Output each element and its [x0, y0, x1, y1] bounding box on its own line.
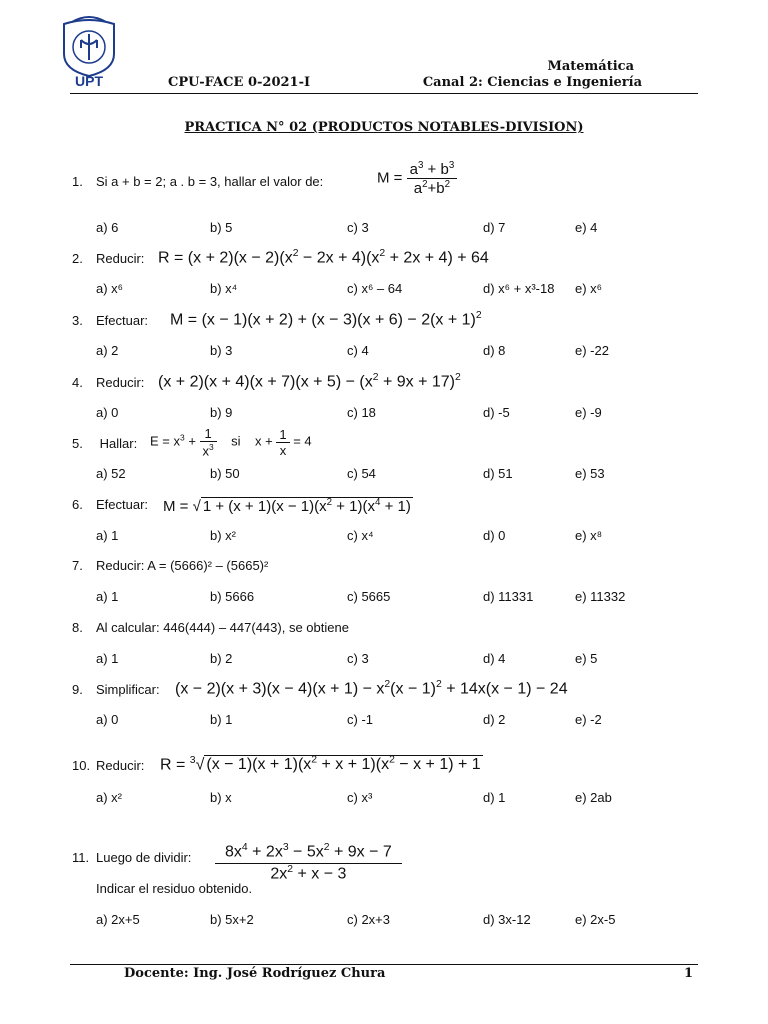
channel-label: Canal 2: Ciencias e Ingeniería: [422, 75, 642, 90]
problem-11-option-e: e) 2x-5: [575, 912, 616, 927]
problem-10-option-d: d) 1: [483, 790, 506, 805]
problem-5-option-d: d) 51: [483, 466, 513, 481]
problem-7-option-d: d) 11331: [483, 589, 534, 604]
formula-10: R = $^3$√ $(x - 1)(x + 1)(x^2 + x + 1)(x^2 - x + 1) + 1$: [160, 755, 481, 774]
problem-8-option-c: c) 3: [347, 651, 369, 666]
problem-3-option-c: c) 4: [347, 343, 369, 358]
problem-10: 10. Reducir:: [72, 758, 145, 773]
problem-11-instruction: Indicar el residuo obtenido.: [96, 881, 253, 896]
problem-9: 9. Simplificar:: [72, 682, 160, 697]
university-logo: [58, 14, 120, 88]
problem-4-option-b: b) 9: [210, 405, 233, 420]
problem-1-option-b: b) 5: [210, 220, 233, 235]
formula-6: M = √ $1 + (x + 1)(x - 1)(x^2 + 1)(x^4 + 1)$: [163, 497, 411, 515]
problem-1-option-c: c) 3: [347, 220, 369, 235]
problem-1-option-a: a) 6: [96, 220, 119, 235]
problem-7-option-e: e) 11332: [575, 589, 626, 604]
problem-4-option-d: d) -5: [483, 405, 510, 420]
formula-11: $\frac{8x^4 + 2x^3 - 5x^2 + 9x - 7}{2x^2 + x - 3}$: [215, 842, 402, 884]
formula-1: M = $\frac{a^3 + b^3}{a^2+b^2}$: [377, 160, 457, 197]
page-number: 1: [684, 966, 694, 981]
problem-3-option-a: a) 2: [96, 343, 119, 358]
problem-11: 11. Luego de dividir:: [72, 850, 192, 865]
problem-7: 7. Reducir: A = (5666)² – (5665)²: [72, 558, 269, 573]
problem-3: 3. Efectuar:: [72, 313, 149, 328]
problem-9-option-b: b) 1: [210, 712, 233, 727]
problem-10-option-a: a) x²: [96, 790, 122, 805]
page-title: PRACTICA N° 02 (PRODUCTOS NOTABLES-DIVISION): [184, 120, 584, 135]
problem-4-option-a: a) 0: [96, 405, 119, 420]
problem-5-option-a: a) 52: [96, 466, 126, 481]
problem-1: 1. Si a + b = 2; a . b = 3, hallar el valor de:: [72, 174, 324, 189]
problem-11-option-c: c) 2x+3: [347, 912, 390, 927]
problem-2-option-d: d) x⁶ + x³-18: [483, 281, 555, 296]
problem-11-option-b: b) 5x+2: [210, 912, 254, 927]
problem-7-option-a: a) 1: [96, 589, 119, 604]
header-divider: [70, 93, 698, 94]
problem-8: 8. Al calcular: 446(444) – 447(443), se obtiene: [72, 620, 349, 635]
formula-4: $(x + 2)(x + 4)(x + 7)(x + 5) - (x^2 + 9x + 17)^2$: [158, 372, 461, 391]
problem-2-option-c: c) x⁶ – 64: [347, 281, 403, 296]
problem-10-option-c: c) x³: [347, 790, 373, 805]
teacher-name: Docente: Ing. José Rodríguez Chura: [124, 966, 386, 981]
problem-2-option-a: a) x⁶: [96, 281, 124, 296]
problem-5-option-b: b) 50: [210, 466, 240, 481]
formula-2: $R = (x + 2)(x - 2)(x^2 - 2x + 4)(x^2 + 2x + 4) + 64$: [158, 248, 489, 267]
problem-3-option-d: d) 8: [483, 343, 506, 358]
course-label: CPU-FACE 0-2021-I: [168, 75, 311, 90]
problem-1-option-d: d) 7: [483, 220, 506, 235]
problem-3-option-e: e) -22: [575, 343, 609, 358]
problem-7-option-b: b) 5666: [210, 589, 255, 604]
problem-6-option-a: a) 1: [96, 528, 119, 543]
problem-11-option-d: d) 3x-12: [483, 912, 531, 927]
footer-divider: [70, 964, 698, 965]
problem-8-option-a: a) 1: [96, 651, 119, 666]
problem-9-option-a: a) 0: [96, 712, 119, 727]
problem-4: 4. Reducir:: [72, 375, 145, 390]
problem-2-option-e: e) x⁶: [575, 281, 603, 296]
formula-9: $(x - 2)(x + 3)(x - 4)(x + 1) - x^2(x - 1)^2 + 14x(x - 1) - 24$: [175, 679, 568, 698]
problem-2: 2. Reducir:: [72, 251, 145, 266]
problem-5-option-c: c) 54: [347, 466, 376, 481]
problem-9-option-c: c) -1: [347, 712, 373, 727]
problem-9-option-d: d) 2: [483, 712, 506, 727]
problem-6-option-c: c) x⁴: [347, 528, 374, 543]
problem-4-option-e: e) -9: [575, 405, 602, 420]
problem-9-option-e: e) -2: [575, 712, 602, 727]
problem-6-option-d: d) 0: [483, 528, 506, 543]
problem-2-option-b: b) x⁴: [210, 281, 238, 296]
subject-label: Matemática: [547, 59, 634, 74]
problem-7-option-c: c) 5665: [347, 589, 391, 604]
problem-3-option-b: b) 3: [210, 343, 233, 358]
problem-5: 5. Hallar:: [72, 436, 138, 451]
problem-1-option-e: e) 4: [575, 220, 598, 235]
problem-10-option-e: e) 2ab: [575, 790, 612, 805]
problem-6: 6. Efectuar:: [72, 497, 149, 512]
problem-5-option-e: e) 53: [575, 466, 605, 481]
problem-11-option-a: a) 2x+5: [96, 912, 140, 927]
problem-8-option-b: b) 2: [210, 651, 233, 666]
problem-8-option-d: d) 4: [483, 651, 506, 666]
problem-8-option-e: e) 5: [575, 651, 598, 666]
problem-6-option-b: b) x²: [210, 528, 236, 543]
formula-3: $M = (x - 1)(x + 2) + (x - 3)(x + 6) - 2(x + 1)^2$: [170, 310, 482, 329]
formula-5: $E = x^3$ + $\frac{1}{x^3}$ si x + $\frac{1}{x}$ = 4: [150, 426, 312, 459]
logo-text: UPT: [75, 73, 103, 88]
problem-4-option-c: c) 18: [347, 405, 376, 420]
problem-6-option-e: e) x⁸: [575, 528, 603, 543]
problem-10-option-b: b) x: [210, 790, 232, 805]
